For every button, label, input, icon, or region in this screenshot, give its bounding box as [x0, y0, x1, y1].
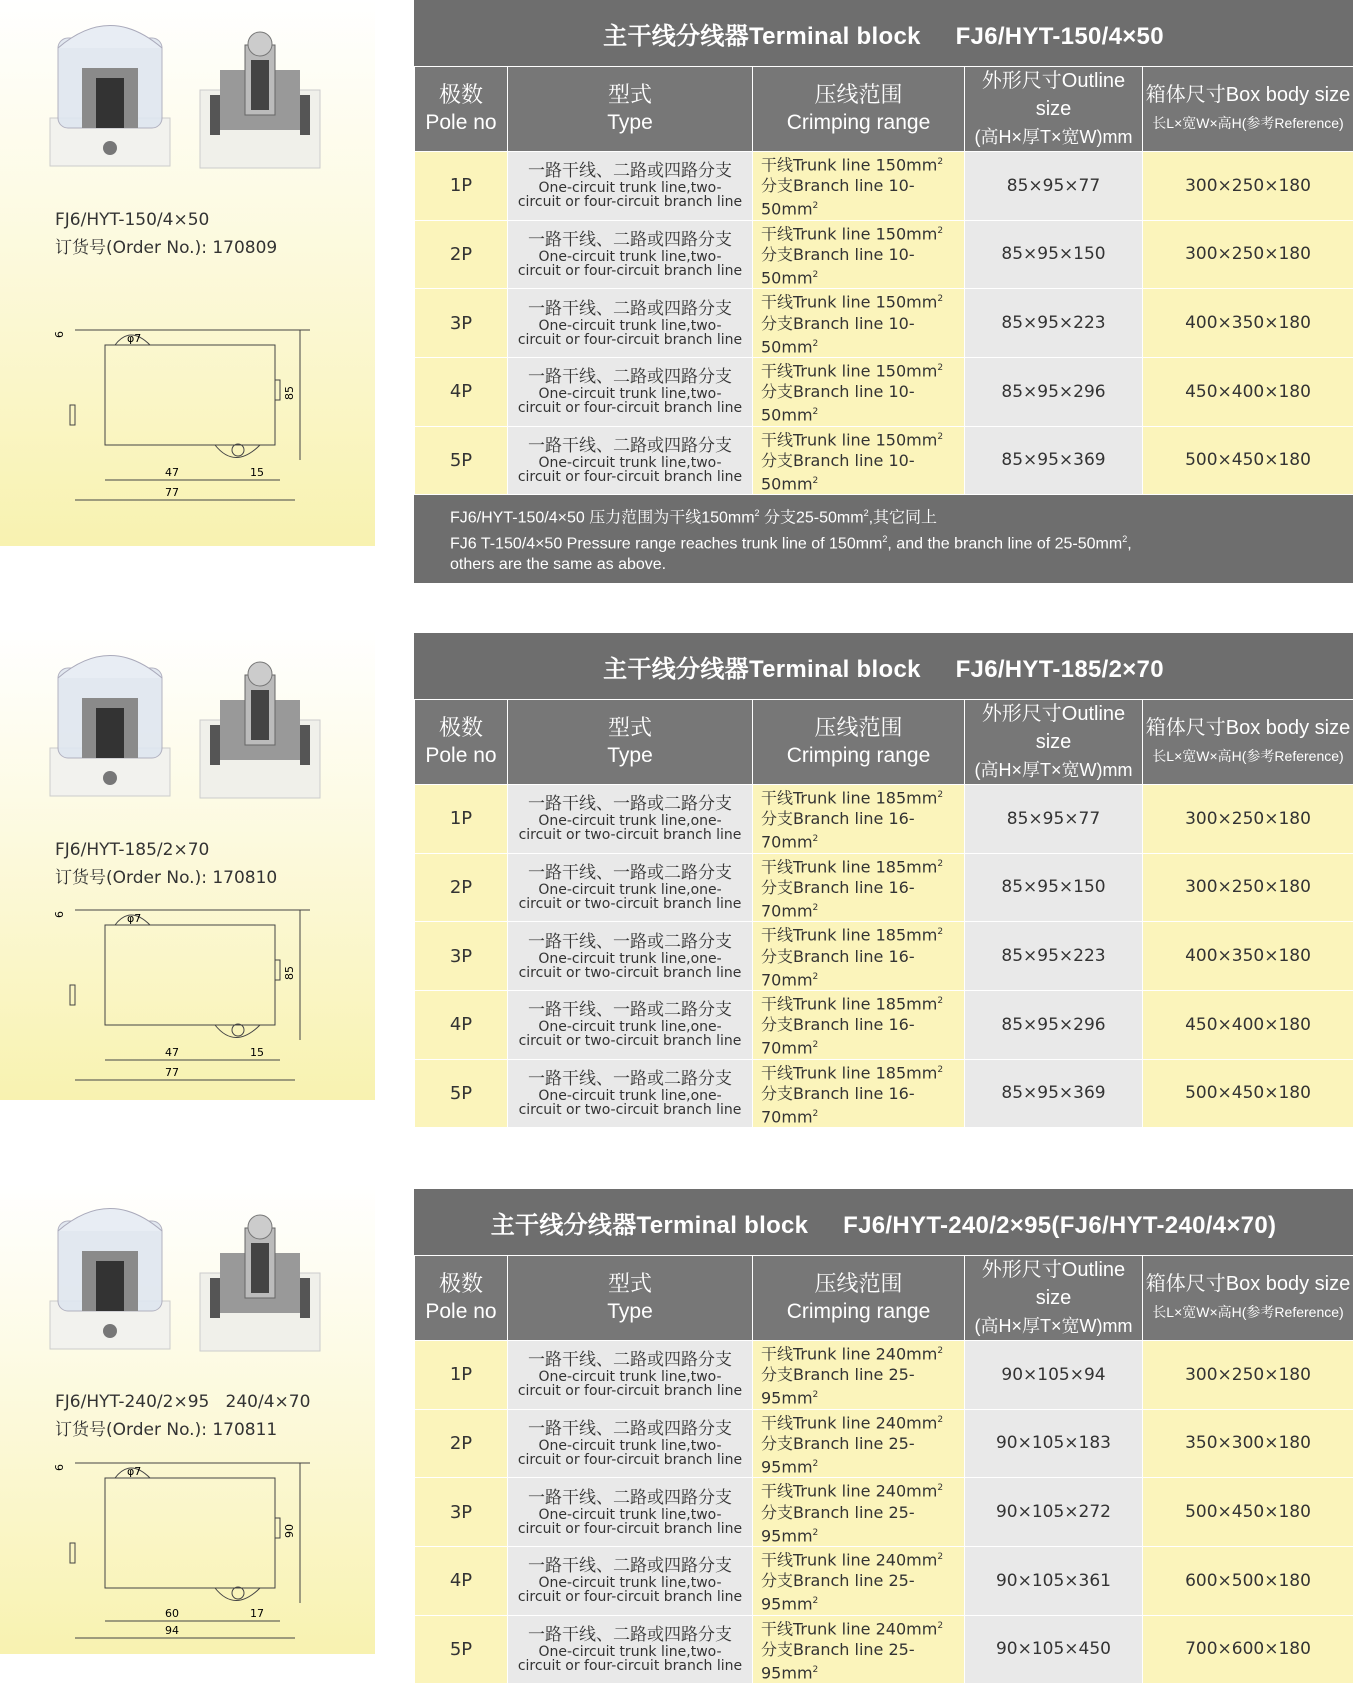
product-image-panel [0, 1183, 375, 1654]
dim-w2: 15 [250, 1046, 264, 1059]
outline-cell: 85×95×223 [965, 922, 1143, 991]
type-en-line2: circuit or two-circuit branch line [518, 827, 742, 844]
trunk-range: 干线Trunk line 150mm [761, 292, 938, 312]
type-en-line1: One-circuit trunk line,two- [538, 386, 722, 403]
box-cell: 500×450×180 [1143, 1059, 1354, 1128]
type-zh: 一路干线、二路或四路分支 [528, 1487, 732, 1508]
pole-cell: 2P [415, 220, 508, 289]
box-cell: 300×250×180 [1143, 785, 1354, 854]
branch-range: 分支Branch line 16-70mm [761, 1015, 915, 1058]
type-en-line2: circuit or two-circuit branch line [518, 1033, 742, 1050]
type-en-line1: One-circuit trunk line,one- [538, 881, 722, 898]
trunk-range: 干线Trunk line 240mm [761, 1344, 938, 1364]
order-number: 订货号(Order No.): 170809 [55, 238, 278, 258]
table-row [415, 1341, 1354, 1410]
branch-range: 分支Branch line 10-50mm [761, 450, 915, 494]
table-row [415, 426, 1354, 495]
product-image-panel [0, 630, 375, 1100]
box-cell: 450×400×180 [1143, 990, 1354, 1059]
outline-cell: 85×95×296 [965, 990, 1143, 1059]
outline-header: 外形尺寸Outline size (高H×厚T×宽W)mm [965, 1256, 1143, 1341]
dim-height: 85 [283, 386, 296, 400]
type-zh: 一路干线、二路或四路分支 [528, 435, 732, 456]
type-en-line2: circuit or four-circuit branch line [517, 1657, 743, 1674]
crimp-cell: 干线Trunk line $150mm^2$ 分支Branch line $10-50mm^2$ [753, 357, 965, 426]
type-en-line2: circuit or four-circuit branch line [517, 400, 743, 417]
trunk-range: 干线Trunk line 185mm [761, 1062, 938, 1082]
pole-cell: 5P [415, 1059, 508, 1128]
type-zh: 一路干线、一路或二路分支 [528, 1068, 732, 1089]
spec-table [414, 1255, 1354, 1684]
pole-cell: 2P [415, 853, 508, 922]
outline-cell: 90×105×450 [965, 1615, 1143, 1684]
type-en-line1: One-circuit trunk line,one- [538, 1087, 722, 1104]
type-cell [508, 289, 753, 358]
type-cell [508, 357, 753, 426]
branch-range: 分支Branch line 16-70mm [761, 877, 915, 921]
outline-cell: 90×105×272 [965, 1478, 1143, 1547]
dim-top: 6 [53, 911, 66, 918]
type-en-line1: One-circuit trunk line,two- [538, 180, 722, 197]
table-header-row [415, 700, 1354, 785]
dimension-drawing [55, 900, 320, 1100]
box-cell: 300×250×180 [1143, 152, 1354, 221]
type-cell [508, 1341, 753, 1410]
box-cell: 400×350×180 [1143, 922, 1354, 991]
type-zh: 一路干线、二路或四路分支 [528, 229, 732, 250]
pole-cell: 2P [415, 1409, 508, 1478]
outline-cell: 85×95×150 [965, 220, 1143, 289]
crimp-header: 压线范围 Crimping range [753, 67, 965, 152]
crimp-header: 压线范围 Crimping range [753, 700, 965, 785]
type-zh: 一路干线、二路或四路分支 [528, 1350, 732, 1371]
crimp-cell: 干线Trunk line $185mm^2$ 分支Branch line $16-70mm^2$ [753, 922, 965, 991]
crimp-cell: 干线Trunk line $185mm^2$ 分支Branch line $16-70mm^2$ [753, 853, 965, 922]
table-row [415, 1059, 1354, 1128]
type-en-line1: One-circuit trunk line,two- [538, 1575, 722, 1592]
dim-height: 90 [283, 1524, 296, 1538]
type-en-line1: One-circuit trunk line,one- [538, 1019, 722, 1036]
crimp-cell: 干线Trunk line $185mm^2$ 分支Branch line $16-70mm^2$ [753, 990, 965, 1059]
table-row [415, 853, 1354, 922]
terminal-block-open-photo [195, 30, 325, 170]
pole-cell: 3P [415, 922, 508, 991]
outline-header: 外形尺寸Outline size (高H×厚T×宽W)mm [965, 700, 1143, 785]
trunk-range: 干线Trunk line 240mm [761, 1412, 938, 1432]
product-caption [55, 836, 277, 892]
pole-cell: 1P [415, 152, 508, 221]
box-cell: 500×450×180 [1143, 426, 1354, 495]
type-cell [508, 922, 753, 991]
crimp-header: 压线范围 Crimping range [753, 1256, 965, 1341]
branch-range: 分支Branch line 25-95mm [761, 1639, 915, 1683]
table-header-row [415, 1256, 1354, 1341]
order-number: 订货号(Order No.): 170810 [55, 868, 278, 888]
outline-cell: 85×95×296 [965, 357, 1143, 426]
table-row [415, 1409, 1354, 1478]
box-cell: 300×250×180 [1143, 1341, 1354, 1410]
outline-cell: 85×95×77 [965, 152, 1143, 221]
dim-w1: 47 [165, 1046, 179, 1059]
type-en-line1: One-circuit trunk line,two- [538, 248, 722, 265]
crimp-cell: 干线Trunk line $150mm^2$ 分支Branch line $10-50mm^2$ [753, 152, 965, 221]
terminal-block-covered-photo [40, 638, 180, 798]
box-cell: 350×300×180 [1143, 1409, 1354, 1478]
type-en-line2: circuit or four-circuit branch line [517, 1589, 743, 1606]
type-en-line2: circuit or two-circuit branch line [518, 1101, 742, 1118]
dimension-drawing [55, 1453, 320, 1653]
dim-height: 85 [283, 966, 296, 980]
outline-cell: 90×105×94 [965, 1341, 1143, 1410]
outline-cell: 85×95×223 [965, 289, 1143, 358]
outline-cell: 85×95×150 [965, 853, 1143, 922]
type-cell [508, 220, 753, 289]
type-zh: 一路干线、一路或二路分支 [528, 794, 732, 815]
type-en-line1: One-circuit trunk line,two- [538, 454, 722, 471]
crimp-cell: 干线Trunk line $185mm^2$ 分支Branch line $16-70mm^2$ [753, 785, 965, 854]
branch-range: 分支Branch line 25-95mm [761, 1365, 915, 1408]
dimension-drawing [55, 320, 320, 520]
type-en-line2: circuit or four-circuit branch line [517, 1451, 743, 1468]
outline-header: 外形尺寸Outline size (高H×厚T×宽W)mm [965, 67, 1143, 152]
product-image-panel [0, 0, 375, 546]
type-header: 型式 Type [508, 67, 753, 152]
type-cell [508, 785, 753, 854]
product-caption [55, 206, 277, 262]
dim-w2: 15 [250, 466, 264, 479]
type-zh: 一路干线、一路或二路分支 [528, 931, 732, 952]
trunk-range: 干线Trunk line 150mm [761, 361, 938, 381]
dim-top: 6 [53, 331, 66, 338]
branch-range: 分支Branch line 10-50mm [761, 176, 915, 219]
spec-table [414, 699, 1354, 1128]
branch-range: 分支Branch line 25-95mm [761, 1433, 915, 1477]
type-en-line2: circuit or four-circuit branch line [517, 194, 743, 211]
dim-w1: 60 [165, 1607, 179, 1620]
type-zh: 一路干线、二路或四路分支 [528, 298, 732, 319]
type-cell [508, 1059, 753, 1128]
spec-table-2 [414, 633, 1353, 1128]
box-cell: 300×250×180 [1143, 220, 1354, 289]
box-cell: 700×600×180 [1143, 1615, 1354, 1684]
table-row [415, 1546, 1354, 1615]
box-header: 箱体尺寸Box body size 长L×宽W×高H(参考Reference) [1143, 67, 1354, 152]
branch-range: 分支Branch line 10-50mm [761, 313, 915, 356]
dim-total: 77 [165, 486, 179, 499]
box-cell: 500×450×180 [1143, 1478, 1354, 1547]
table-row [415, 220, 1354, 289]
pole-header: 极数 Pole no [415, 67, 508, 152]
crimp-cell: 干线Trunk line $240mm^2$ 分支Branch line $25-95mm^2$ [753, 1615, 965, 1684]
branch-range: 分支Branch line 16-70mm [761, 946, 915, 989]
table-title: 主干线分线器Terminal block FJ6/HYT-150/4×50 [414, 0, 1353, 66]
dim-hole: φ7 [127, 912, 142, 925]
outline-cell: 85×95×77 [965, 785, 1143, 854]
order-number: 订货号(Order No.): 170811 [55, 1420, 278, 1440]
model-caption: FJ6/HYT-240/2×95 240/4×70 [55, 1392, 311, 1412]
crimp-cell: 干线Trunk line $150mm^2$ 分支Branch line $10-50mm^2$ [753, 426, 965, 495]
box-cell: 600×500×180 [1143, 1546, 1354, 1615]
type-en-line2: circuit or four-circuit branch line [517, 1383, 743, 1400]
crimp-cell: 干线Trunk line $150mm^2$ 分支Branch line $10-50mm^2$ [753, 220, 965, 289]
type-en-line1: One-circuit trunk line,one- [538, 950, 722, 967]
pole-cell: 5P [415, 426, 508, 495]
type-en-line2: circuit or four-circuit branch line [517, 1520, 743, 1537]
pole-cell: 4P [415, 357, 508, 426]
table-row [415, 785, 1354, 854]
table-row [415, 990, 1354, 1059]
type-header: 型式 Type [508, 1256, 753, 1341]
crimp-cell: 干线Trunk line $240mm^2$ 分支Branch line $25-95mm^2$ [753, 1341, 965, 1410]
terminal-block-open-photo [195, 1213, 325, 1353]
type-zh: 一路干线、二路或四路分支 [528, 1624, 732, 1645]
type-zh: 一路干线、一路或二路分支 [528, 862, 732, 883]
branch-range: 分支Branch line 25-95mm [761, 1502, 915, 1545]
type-cell [508, 1409, 753, 1478]
dim-hole: φ7 [127, 332, 142, 345]
type-en-line2: circuit or four-circuit branch line [517, 331, 743, 348]
table-title: 主干线分线器Terminal block FJ6/HYT-185/2×70 [414, 633, 1353, 699]
box-cell: 450×400×180 [1143, 357, 1354, 426]
type-zh: 一路干线、二路或四路分支 [528, 367, 732, 388]
type-en-line1: One-circuit trunk line,two- [538, 1437, 722, 1454]
type-en-line1: One-circuit trunk line,two- [538, 317, 722, 334]
trunk-range: 干线Trunk line 150mm [761, 429, 938, 449]
type-en-line2: circuit or two-circuit branch line [518, 895, 742, 912]
crimp-cell: 干线Trunk line $150mm^2$ 分支Branch line $10-50mm^2$ [753, 289, 965, 358]
box-cell: 400×350×180 [1143, 289, 1354, 358]
type-en-line1: One-circuit trunk line,two- [538, 1643, 722, 1660]
trunk-range: 干线Trunk line 185mm [761, 994, 938, 1014]
type-cell [508, 1546, 753, 1615]
type-en-line2: circuit or four-circuit branch line [517, 262, 743, 279]
box-header: 箱体尺寸Box body size 长L×宽W×高H(参考Reference) [1143, 1256, 1354, 1341]
type-en-line1: One-circuit trunk line,one- [538, 813, 722, 830]
terminal-block-covered-photo [40, 8, 180, 168]
pole-cell: 1P [415, 1341, 508, 1410]
table-row [415, 357, 1354, 426]
model-caption: FJ6/HYT-150/4×50 [55, 210, 210, 230]
table-row [415, 922, 1354, 991]
pole-header: 极数 Pole no [415, 1256, 508, 1341]
table-header-row [415, 67, 1354, 152]
terminal-block-covered-photo [40, 1191, 180, 1351]
pole-cell: 3P [415, 1478, 508, 1547]
type-en-line2: circuit or four-circuit branch line [517, 468, 743, 485]
trunk-range: 干线Trunk line 240mm [761, 1618, 938, 1638]
type-zh: 一路干线、二路或四路分支 [528, 1418, 732, 1439]
outline-cell: 90×105×361 [965, 1546, 1143, 1615]
type-cell [508, 426, 753, 495]
trunk-range: 干线Trunk line 150mm [761, 223, 938, 243]
table-note: FJ6/HYT-150/4×50 压力范围为干线$150mm^2$ 分支$25-50mm^2$,其它同上 FJ6 T-150/4×50 Pressure range reaches trunk line of $150mm^2$, and the branch line of $25-50mm^2$, others are the same as above. [414, 495, 1353, 583]
outline-cell: 90×105×183 [965, 1409, 1143, 1478]
trunk-range: 干线Trunk line 150mm [761, 155, 938, 175]
trunk-range: 干线Trunk line 185mm [761, 925, 938, 945]
type-en-line1: One-circuit trunk line,two- [538, 1369, 722, 1386]
crimp-cell: 干线Trunk line $240mm^2$ 分支Branch line $25-95mm^2$ [753, 1478, 965, 1547]
branch-range: 分支Branch line 16-70mm [761, 1083, 915, 1127]
product-caption [55, 1388, 310, 1444]
crimp-cell: 干线Trunk line $185mm^2$ 分支Branch line $16-70mm^2$ [753, 1059, 965, 1128]
branch-range: 分支Branch line 25-95mm [761, 1571, 915, 1614]
spec-table-3 [414, 1189, 1353, 1684]
dim-total: 77 [165, 1066, 179, 1079]
crimp-cell: 干线Trunk line $240mm^2$ 分支Branch line $25-95mm^2$ [753, 1409, 965, 1478]
trunk-range: 干线Trunk line 240mm [761, 1550, 938, 1570]
dim-hole: φ7 [127, 1465, 142, 1478]
box-cell: 300×250×180 [1143, 853, 1354, 922]
type-zh: 一路干线、二路或四路分支 [528, 161, 732, 182]
table-title: 主干线分线器Terminal block FJ6/HYT-240/2×95(FJ6/HYT-240/4×70) [414, 1189, 1353, 1255]
trunk-range: 干线Trunk line 185mm [761, 788, 938, 808]
crimp-cell: 干线Trunk line $240mm^2$ 分支Branch line $25-95mm^2$ [753, 1546, 965, 1615]
dim-total: 94 [165, 1624, 179, 1637]
trunk-range: 干线Trunk line 185mm [761, 856, 938, 876]
pole-cell: 4P [415, 1546, 508, 1615]
type-zh: 一路干线、一路或二路分支 [528, 1000, 732, 1021]
pole-cell: 4P [415, 990, 508, 1059]
dim-w2: 17 [250, 1607, 264, 1620]
trunk-range: 干线Trunk line 240mm [761, 1481, 938, 1501]
branch-range: 分支Branch line 10-50mm [761, 244, 915, 288]
pole-cell: 5P [415, 1615, 508, 1684]
type-cell [508, 990, 753, 1059]
pole-cell: 3P [415, 289, 508, 358]
type-en-line2: circuit or two-circuit branch line [518, 964, 742, 981]
type-header: 型式 Type [508, 700, 753, 785]
type-cell [508, 1615, 753, 1684]
outline-cell: 85×95×369 [965, 426, 1143, 495]
spec-table-1 [414, 0, 1353, 583]
type-zh: 一路干线、二路或四路分支 [528, 1556, 732, 1577]
table-row [415, 152, 1354, 221]
terminal-block-open-photo [195, 660, 325, 800]
box-header: 箱体尺寸Box body size 长L×宽W×高H(参考Reference) [1143, 700, 1354, 785]
branch-range: 分支Branch line 10-50mm [761, 382, 915, 425]
pole-header: 极数 Pole no [415, 700, 508, 785]
type-cell [508, 152, 753, 221]
table-row [415, 1478, 1354, 1547]
type-en-line1: One-circuit trunk line,two- [538, 1506, 722, 1523]
table-row [415, 1615, 1354, 1684]
model-caption: FJ6/HYT-185/2×70 [55, 840, 210, 860]
type-cell [508, 853, 753, 922]
type-cell [508, 1478, 753, 1547]
branch-range: 分支Branch line 16-70mm [761, 809, 915, 852]
table-row [415, 289, 1354, 358]
spec-table [414, 66, 1354, 495]
dim-w1: 47 [165, 466, 179, 479]
pole-cell: 1P [415, 785, 508, 854]
dim-top: 6 [53, 1464, 66, 1471]
outline-cell: 85×95×369 [965, 1059, 1143, 1128]
